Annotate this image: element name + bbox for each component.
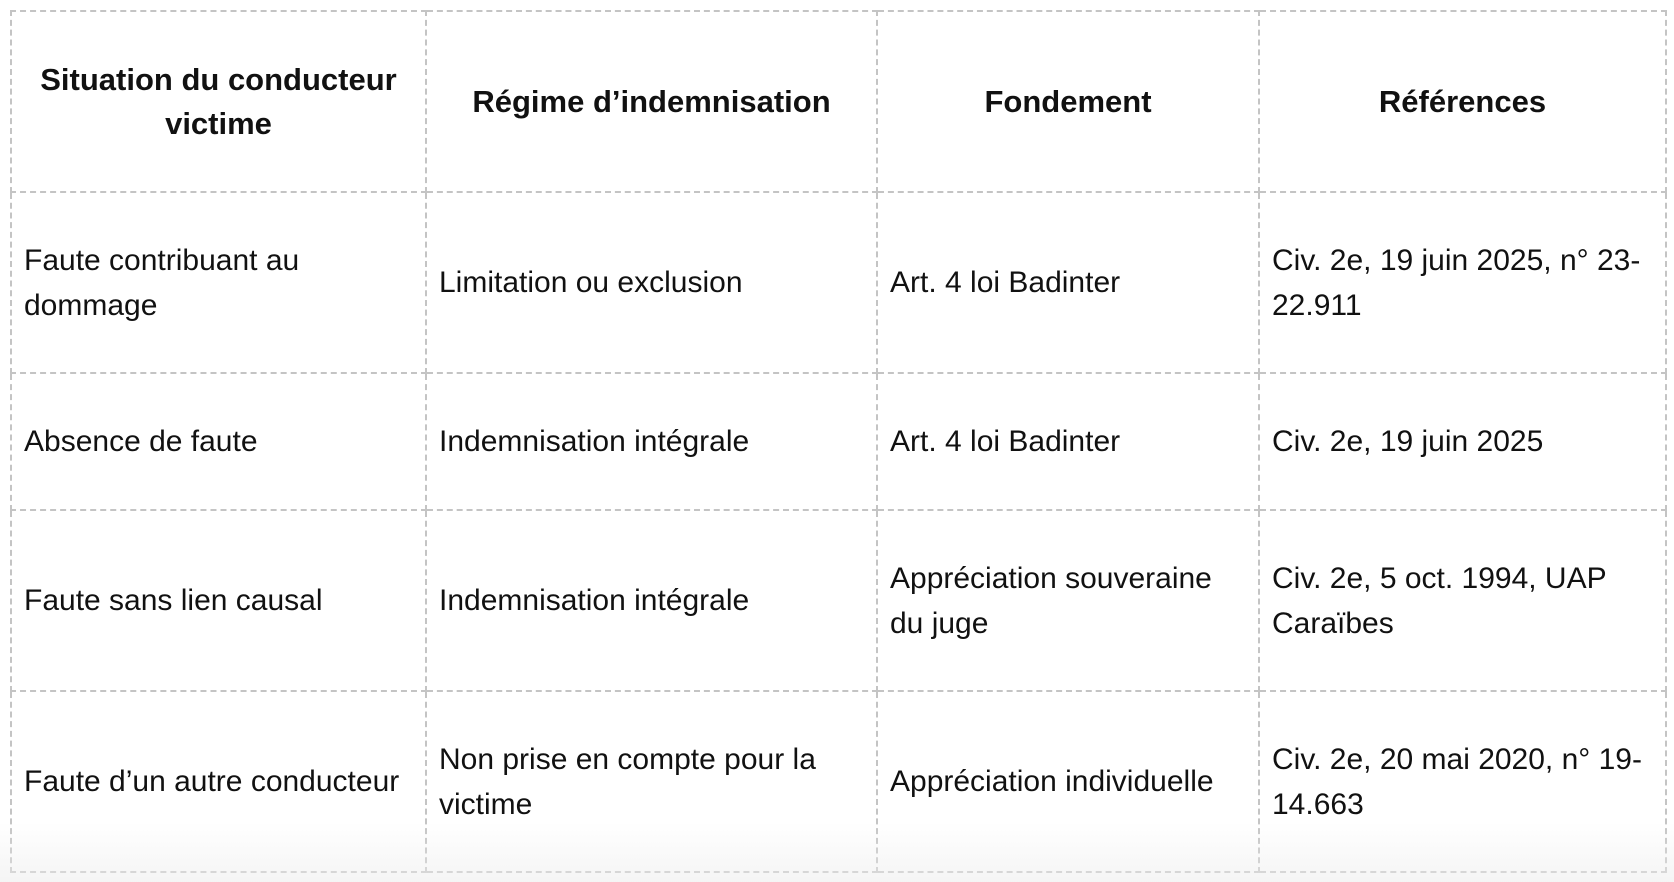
cell-situation: Faute contribuant au dommage [11, 192, 426, 373]
cell-fondement: Art. 4 loi Badinter [877, 373, 1259, 510]
cell-references: Civ. 2e, 19 juin 2025 [1259, 373, 1666, 510]
table-row [11, 373, 1666, 510]
cell-regime: Indemnisation intégrale [426, 510, 877, 691]
cell-fondement: Appréciation souveraine du juge [877, 510, 1259, 691]
cell-regime: Indemnisation intégrale [426, 373, 877, 510]
cell-references: Civ. 2e, 19 juin 2025, n° 23-22.911 [1259, 192, 1666, 373]
indemnisation-table [10, 10, 1667, 873]
header-fondement: Fondement [877, 11, 1259, 192]
cell-references: Civ. 2e, 5 oct. 1994, UAP Caraïbes [1259, 510, 1666, 691]
cell-situation: Faute d’un autre conducteur [11, 691, 426, 872]
table-row [11, 691, 1666, 872]
cell-situation: Absence de faute [11, 373, 426, 510]
table-row [11, 192, 1666, 373]
cell-fondement: Appréciation individuelle [877, 691, 1259, 872]
cell-regime: Non prise en compte pour la victime [426, 691, 877, 872]
cell-situation: Faute sans lien causal [11, 510, 426, 691]
cell-fondement: Art. 4 loi Badinter [877, 192, 1259, 373]
header-references: Références [1259, 11, 1666, 192]
cell-regime: Limitation ou exclusion [426, 192, 877, 373]
table-row [11, 510, 1666, 691]
cell-references: Civ. 2e, 20 mai 2020, n° 19-14.663 [1259, 691, 1666, 872]
header-situation: Situation du conducteur victime [11, 11, 426, 192]
table-header-row [11, 11, 1666, 192]
header-regime: Régime d’indemnisation [426, 11, 877, 192]
